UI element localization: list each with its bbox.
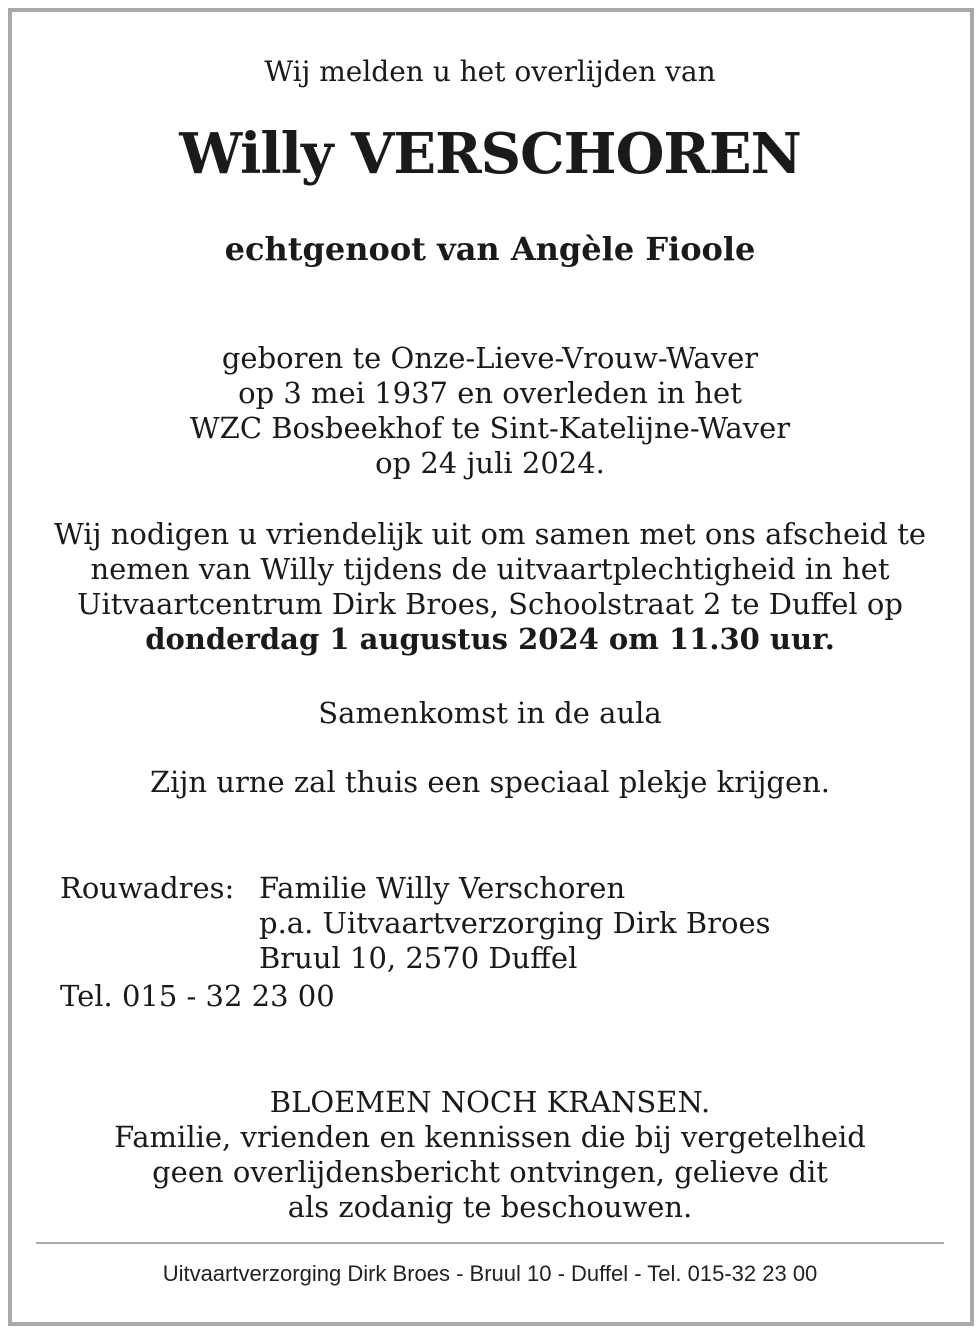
invitation-line: nemen van Willy tijdens de uitvaartplechtigheid in het [90, 552, 890, 586]
birth-line: op 24 juli 2024. [375, 446, 605, 480]
address-line: Familie Willy Verschoren [259, 871, 626, 905]
invitation-line: Uitvaartcentrum Dirk Broes, Schoolstraat 2 te Duffel op [77, 587, 903, 621]
birth-line: WZC Bosbeekhof te Sint-Katelijne-Waver [189, 411, 791, 445]
gathering-note: Samenkomst in de aula [318, 696, 662, 730]
deceased-name: Willy VERSCHOREN [179, 121, 801, 187]
urn-note: Zijn urne zal thuis een speciaal plekje krijgen. [149, 765, 831, 799]
funeral-invitation [0, 517, 980, 657]
footer-divider [36, 1242, 944, 1244]
mourning-label: Rouwadres: [60, 871, 235, 905]
flowers-note [0, 1085, 980, 1225]
flowers-line: als zodanig te beschouwen. [287, 1190, 693, 1224]
invitation-line: Wij nodigen u vriendelijk uit om samen met ons afscheid te [53, 517, 927, 551]
birth-line: geboren te Onze-Lieve-Vrouw-Waver [221, 341, 759, 375]
funeral-date: donderdag 1 augustus 2024 om 11.30 uur. [145, 622, 835, 656]
spouse-line: echtgenoot van Angèle Fioole [224, 230, 756, 268]
mourning-address-lines [259, 871, 771, 976]
birth-death-details [0, 341, 980, 481]
birth-line: op 3 mei 1937 en overleden in het [238, 376, 742, 410]
flowers-heading: BLOEMEN NOCH KRANSEN. [269, 1085, 711, 1119]
intro-text: Wij melden u het overlijden van [264, 55, 716, 88]
phone-number: Tel. 015 - 32 23 00 [60, 979, 335, 1013]
address-line: Bruul 10, 2570 Duffel [259, 941, 578, 975]
address-line: p.a. Uitvaartverzorging Dirk Broes [259, 906, 771, 940]
flowers-line: geen overlijdensbericht ontvingen, gelieve dit [152, 1155, 828, 1189]
flowers-line: Familie, vrienden en kennissen die bij vergetelheid [114, 1120, 866, 1154]
footer-credit: Uitvaartverzorging Dirk Broes - Bruul 10 - Duffel - Tel. 015-32 23 00 [162, 1261, 818, 1286]
